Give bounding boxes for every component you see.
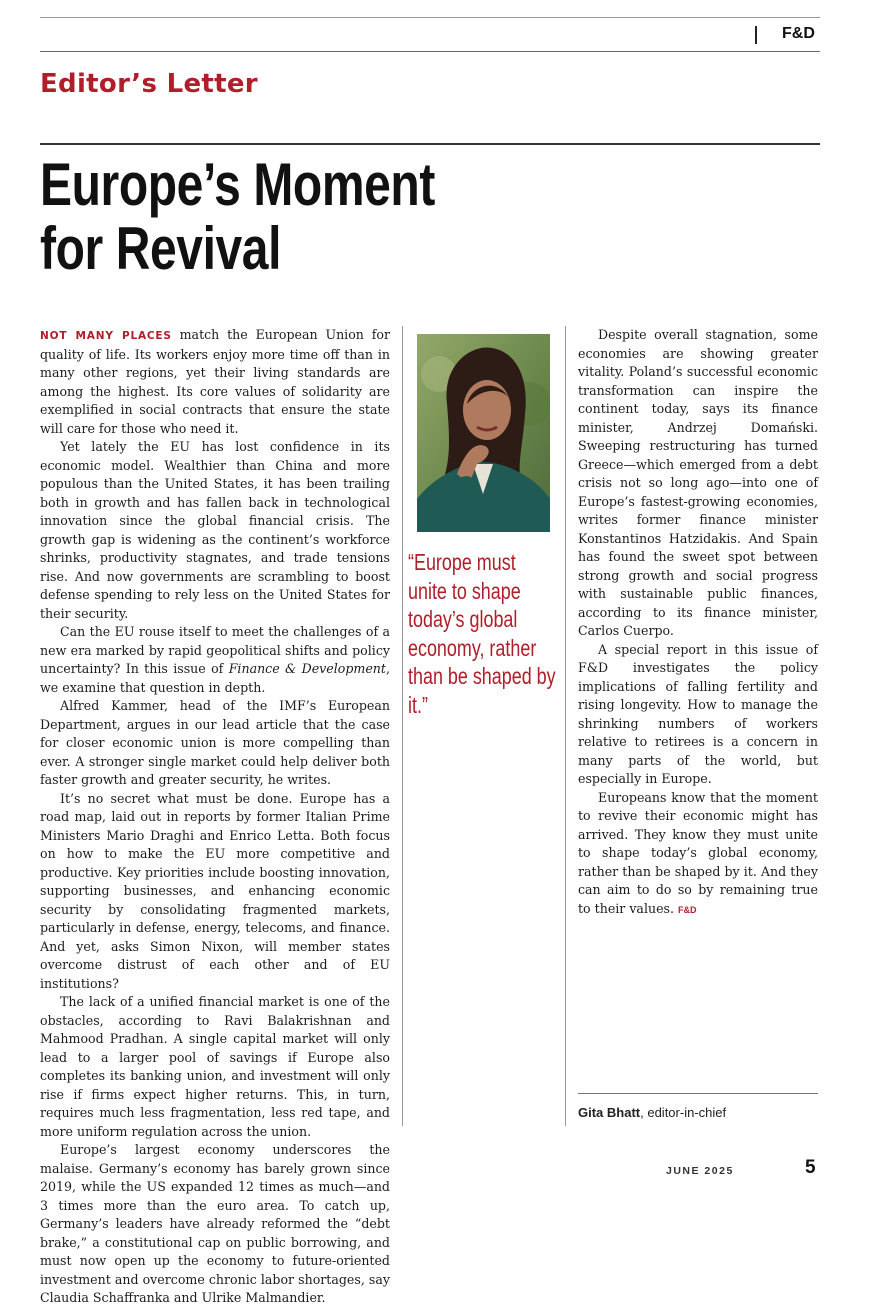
page-number: 5 bbox=[805, 1157, 816, 1178]
brand-logo: F&D bbox=[782, 25, 815, 42]
paragraph-3 bbox=[40, 623, 390, 697]
paragraph-3-text-b: , we examine that question in depth. bbox=[40, 661, 390, 695]
headline bbox=[40, 153, 435, 281]
paragraph-6: The lack of a unified financial market is one of the obstacles, according to Ravi Balakrishnan and Mahmood Pradhan. A single capital market will only lead to a larger pool of savings if Europe also completes its banking union, and investment will only rise if firms expect higher returns. This, in turn, requires much less fragmentation, less red tape, and more uniform regulation across the union. bbox=[40, 994, 390, 1139]
end-mark: F&D bbox=[678, 904, 697, 915]
paragraph-10 bbox=[578, 789, 818, 920]
paragraph-7: Europe’s largest economy underscores the malaise. Germany’s economy has barely grown since 2019, while the US expanded 12 times as much—and 3 times more than the euro area. To catch up, Germany’s leaders have already reformed the “debt brake,” a constitutional cap on public borrowing, and must now open up the economy to future-oriented investment and overcome chronic labor shortages, say Claudia Schaffranka and Ulrike Malmandier. bbox=[40, 1142, 390, 1305]
pull-quote: “Europe must unite to shape today’s global economy, rather than be shaped by it.” bbox=[408, 549, 556, 718]
header-rule bbox=[40, 51, 820, 52]
headline-line-2: for Revival bbox=[40, 215, 282, 282]
signature-rule bbox=[578, 1093, 818, 1094]
author-title: , editor-in-chief bbox=[640, 1105, 727, 1120]
paragraph-4: Alfred Kammer, head of the IMF’s European Department, argues in our lead article that the case for closer economic union is more compelling than ever. A stronger single market could help deliver both faster growth and greater security, he writes. bbox=[40, 698, 390, 787]
article-column-left bbox=[40, 326, 390, 1308]
section-rule bbox=[40, 143, 820, 145]
author-portrait-image bbox=[417, 334, 550, 532]
column-divider-left bbox=[402, 326, 403, 1126]
header-divider bbox=[755, 26, 757, 44]
paragraph-2: Yet lately the EU has lost confidence in its economic model. Wealthier than China and more populous than the United States, it has been trailing both in growth and has fallen back in technological innovation since the global financial crisis. The growth gap is widening as the continent’s workforce shrinks, productivity stagnates, and trade tensions rise. And now governments are scrambling to boost defense spending to rely less on the United States for their security. bbox=[40, 439, 390, 621]
author-name: Gita Bhatt bbox=[578, 1105, 641, 1120]
column-divider-right bbox=[565, 326, 566, 1126]
top-rule bbox=[40, 17, 820, 18]
author-photo bbox=[417, 334, 550, 532]
paragraph-1-text: match the European Union for quality of life. Its workers enjoy more time off than in many other regions, yet their living standards are among the highest. Its core values of solidarity are exemplified in social contracts that ensure the state will care for those who need it. bbox=[40, 327, 390, 436]
headline-line-1: Europe’s Moment bbox=[40, 151, 435, 218]
footer-date: JUNE 2025 bbox=[666, 1165, 734, 1177]
article-column-right bbox=[578, 326, 818, 919]
lead-in-caps: NOT MANY PLACES bbox=[40, 330, 172, 342]
section-title: Editor’s Letter bbox=[40, 69, 258, 99]
publication-title: Finance & Development bbox=[228, 661, 386, 676]
signature bbox=[578, 1105, 726, 1120]
paragraph-5: It’s no secret what must be done. Europe has a road map, laid out in reports by former Italian Prime Ministers Mario Draghi and Enrico Letta. Both focus on how to make the EU more competitive and productive. Key priorities include boosting innovation, supporting businesses, and enhancing economic security by consolidating fragmented markets, particularly in defense, energy, telecoms, and finance. And yet, asks Simon Nixon, will member states overcome distrust of each other and of EU institutions? bbox=[40, 790, 390, 991]
paragraph-10-text: Europeans know that the moment to revive their economic might has arrived. They know they must unite to shape today’s global economy, rather than be shaped by it. And they can aim to do so by remaining true to their values. bbox=[578, 789, 818, 916]
paragraph-1 bbox=[40, 326, 390, 438]
paragraph-9: A special report in this issue of F&D investigates the policy implications of falling fertility and rising longevity. How to manage the shrinking numbers of workers relative to retirees is a concern in many parts of the world, but especially in Europe. bbox=[578, 641, 818, 786]
paragraph-3-text-a: Can the EU rouse itself to meet the challenges of a new era marked by rapid geopolitical shifts and policy uncertainty? In this issue of bbox=[40, 624, 390, 676]
paragraph-8: Despite overall stagnation, some economies are showing greater vitality. Poland’s successful economic transformation can inspire the continent today, says its finance minister, Andrzej Domański. Sweeping restructuring has turned Greece—which emerged from a debt crisis not so long ago—into one of Europe’s fastest-growing economies, writes former finance minister Konstantinos Hatzidakis. And Spain has found the sweet spot between strong growth and social progress with sustainable public finances, according to its finance minister, Carlos Cuerpo. bbox=[578, 327, 818, 638]
